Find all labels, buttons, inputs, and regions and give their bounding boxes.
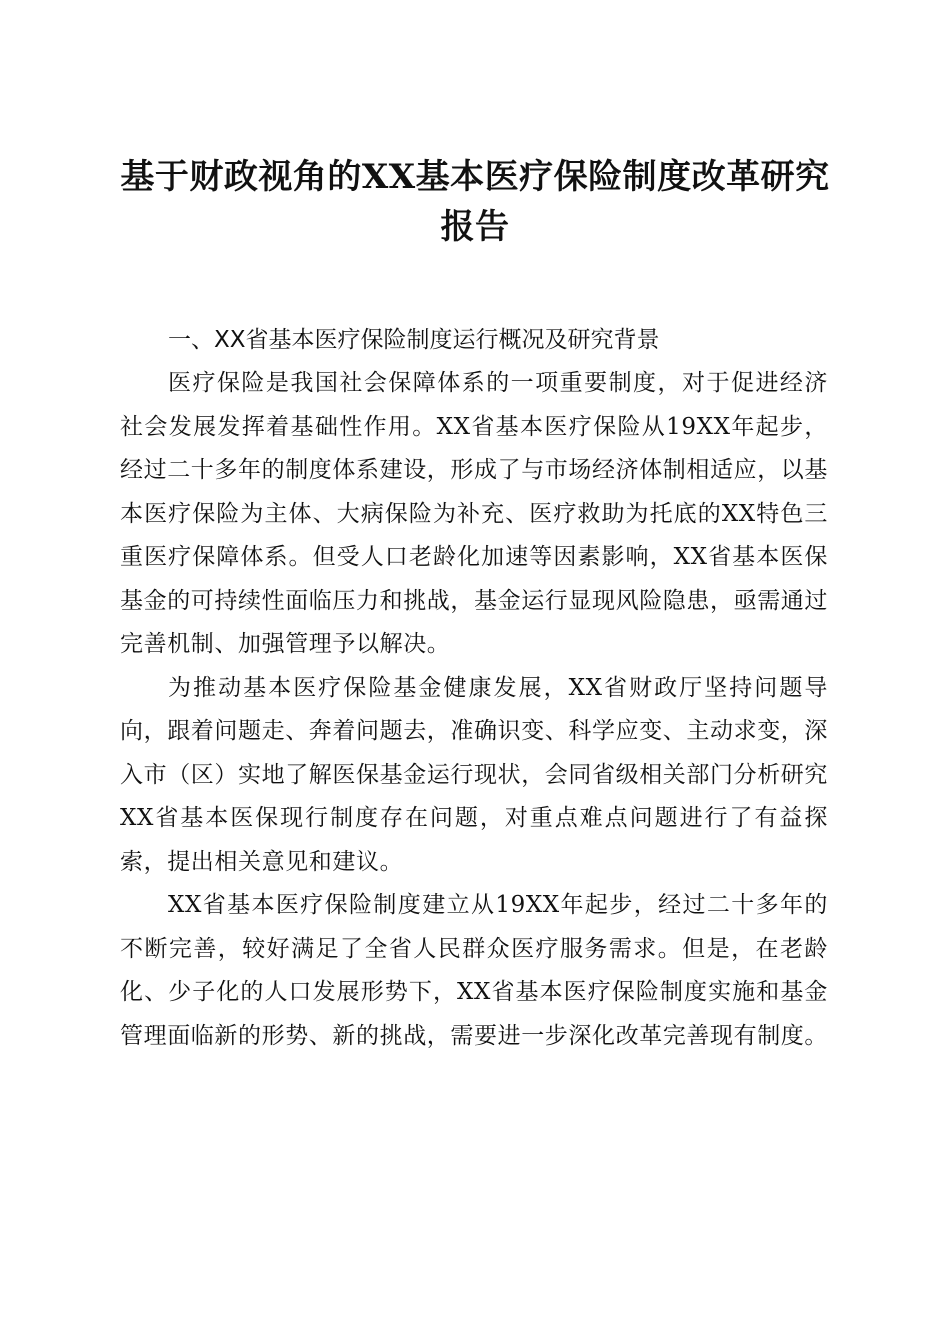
document-title: 基于财政视角的XX基本医疗保险制度改革研究报告 [120, 157, 830, 247]
paragraph: XX省基本医疗保险制度建立从19XX年起步，经过二十多年的不断完善，较好满足了全省人民群众医疗服务需求。但是，在老龄化、少子化的人口发展形势下，XX省基本医疗保险制度实施和基金管理面临新的形势、新的挑战，需要进一步深化改革完善现有制度。 [120, 892, 828, 1049]
paragraph: 为推动基本医疗保险基金健康发展，XX省财政厅坚持问题导向，跟着问题走、奔着问题去，准确识变、科学应变、主动求变，深入市（区）实地了解医保基金运行现状，会同省级相关部门分析研究XX省基本医保现行制度存在问题，对重点难点问题进行了有益探索，提出相关意见和建议。 [120, 674, 828, 875]
body-text [120, 362, 828, 1058]
section-heading: 一、XX省基本医疗保险制度运行概况及研究背景 [168, 327, 660, 353]
paragraph: 医疗保险是我国社会保障体系的一项重要制度，对于促进经济社会发展发挥着基础性作用。XX省基本医疗保险从19XX年起步，经过二十多年的制度体系建设，形成了与市场经济体制相适应，以基本医疗保险为主体、大病保险为补充、医疗救助为托底的XX特色三重医疗保障体系。但受人口老龄化加速等因素影响，XX省基本医保基金的可持续性面临压力和挑战，基金运行显现风险隐患，亟需通过完善机制、加强管理予以解决。 [120, 370, 828, 657]
